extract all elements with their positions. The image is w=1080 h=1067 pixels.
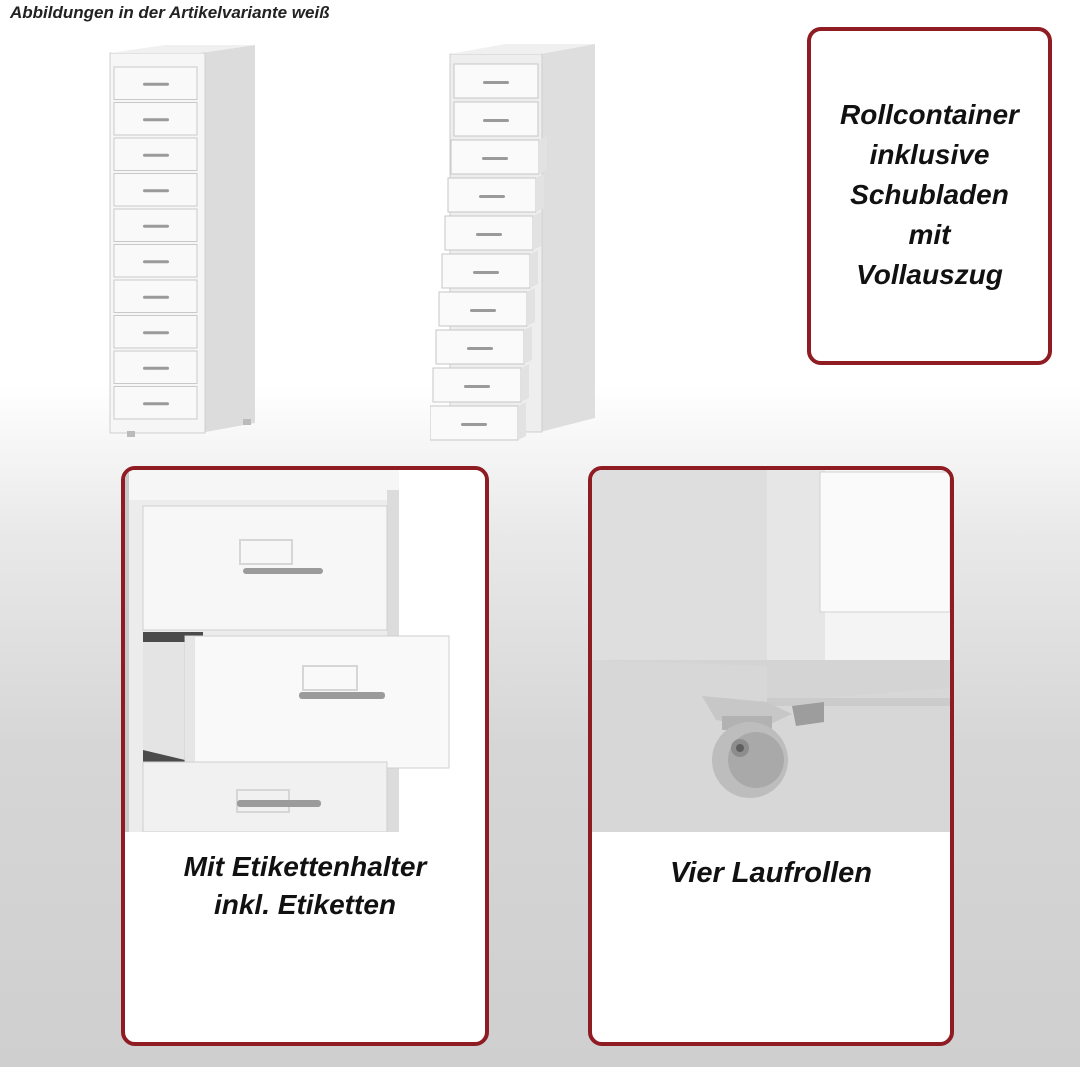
feature-panel-label-holder [121,466,489,1046]
drawer-side [533,212,541,250]
drawer-side [539,136,547,174]
cabinet-closed-image [105,45,265,440]
drawer-handle [143,225,169,228]
drawer-handle [143,331,169,334]
drawer-side [527,288,535,326]
drawer-closeup-image [125,470,485,832]
drawer-side [530,250,538,288]
drawer-handle [464,385,490,388]
drawer-side [524,326,532,364]
drawer-handle [143,260,169,263]
panel-line: inklusive [869,139,990,170]
drawer-handle [143,367,169,370]
drawer-handle [461,423,487,426]
drawer-side [536,174,544,212]
drawer-handle [482,157,508,160]
panel-line: Mit Etikettenhalter [183,851,427,882]
drawer-handle [473,271,499,274]
panel-line: Vollauszug [856,259,1003,290]
cabinet-side [540,44,595,432]
drawer-handle [483,81,509,84]
drawer-handle [470,309,496,312]
drawer-handle [143,83,169,86]
drawer-handle [143,402,169,405]
feature-panel-casters [588,466,954,1046]
drawer-handle [143,296,169,299]
panel-line: inkl. Etiketten [213,889,397,920]
variant-caption: Abbildungen in der Artikelvariante weiß [10,3,330,22]
drawer-handle [479,195,505,198]
panel-line: mit [908,219,951,250]
panel-line: Schubladen [850,179,1009,210]
drawer-handle [143,154,169,157]
drawer-handle [467,347,493,350]
drawer-side [521,364,529,402]
caster [243,419,251,425]
drawer-handle [476,233,502,236]
feature-panel-drawers [807,27,1052,365]
panel-line: Rollcontainer [840,99,1019,130]
cabinet-open-image [430,40,600,450]
cabinet-side [200,45,255,433]
drawer-handle [143,189,169,192]
caster [127,431,135,437]
drawer-side [518,402,526,440]
drawer-handle [143,118,169,121]
caster-closeup-image [592,470,950,832]
drawer-handle [483,119,509,122]
panel-line: Vier Laufrollen [670,857,872,889]
